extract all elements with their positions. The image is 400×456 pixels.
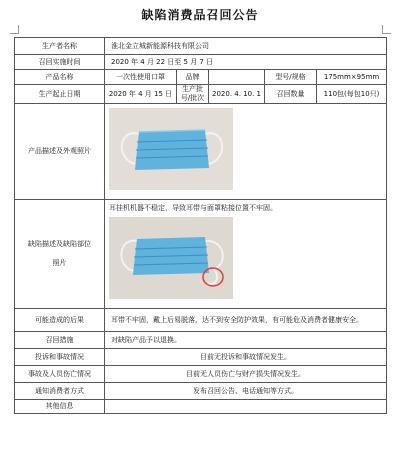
defect-photo: [109, 217, 233, 299]
producer-label: 生产者名称: [15, 38, 105, 55]
corner-mark-left: [10, 25, 19, 34]
row-product: [15, 70, 387, 85]
mask-photo: [109, 108, 233, 190]
model-label: 型号/规格: [265, 70, 317, 85]
defect-label-line1: 缺陷描述及缺陷部位: [28, 240, 91, 248]
recall-quantity-value: 110包(每包10只): [317, 85, 387, 104]
injuries-value: 目前无人员伤亡与财产损失情况发生。: [105, 366, 387, 383]
batch-label: 生产批号/批次: [177, 85, 209, 104]
row-consequence: [15, 309, 387, 332]
producer-value: 淮北金立城新能源科技有限公司: [105, 38, 387, 55]
model-value: 175mm×95mm: [317, 70, 387, 85]
brand-label: 品牌: [177, 70, 209, 85]
row-notify: [15, 383, 387, 400]
description-label: 产品描述及外观照片: [15, 104, 105, 200]
row-complaints: [15, 349, 387, 366]
other-value: [105, 400, 387, 414]
row-measures: [15, 332, 387, 349]
page-title: 缺陷消费品召回公告: [141, 8, 259, 22]
row-other: [15, 400, 387, 414]
corner-mark-right: [382, 25, 391, 34]
production-dates-label: 生产起止日期: [15, 85, 105, 104]
defect-description: 耳挂机机器不稳定，导致耳带与面罩粘接位置不牢固。: [109, 204, 277, 212]
defect-label-line2: 照片: [52, 259, 67, 267]
recall-period-value: 2020 年 4 月 22 日至 5 月 7 日: [105, 55, 387, 70]
row-injuries: [15, 366, 387, 383]
row-production: [15, 85, 387, 104]
row-recall-period: [15, 55, 387, 70]
recall-quantity-label: 召回数量: [265, 85, 317, 104]
notify-value: 发布召回公告、电话通知等方式。: [105, 383, 387, 400]
measures-label: 召回措施: [15, 332, 105, 349]
production-dates-value: 2020 年 4 月 15 日: [105, 85, 177, 104]
row-producer: [15, 38, 387, 55]
injuries-label: 事故及人员伤亡情况: [15, 366, 105, 383]
other-label: 其他信息: [15, 400, 105, 414]
product-name-label: 产品名称: [15, 70, 105, 85]
product-name-value: 一次性使用口罩: [105, 70, 177, 85]
recall-notice-table: [14, 37, 387, 414]
row-description: [15, 104, 387, 200]
complaints-label: 投诉和事故情况: [15, 349, 105, 366]
consequence-label: 可能造成的后果: [15, 309, 105, 332]
batch-value: 2020. 4. 10. 1: [209, 85, 265, 104]
brand-value: [209, 70, 265, 85]
notify-label: 通知消费者方式: [15, 383, 105, 400]
row-defect: [15, 200, 387, 309]
measures-value: 对缺陷产品予以退换。: [105, 332, 387, 349]
consequence-value: 耳带不牢固，戴上后易脱落，达不到安全防护效果，有可能危及消费者健康安全。: [105, 309, 387, 332]
complaints-value: 目前无投诉和事故情况发生。: [105, 349, 387, 366]
recall-period-label: 召回实施时间: [15, 55, 105, 70]
